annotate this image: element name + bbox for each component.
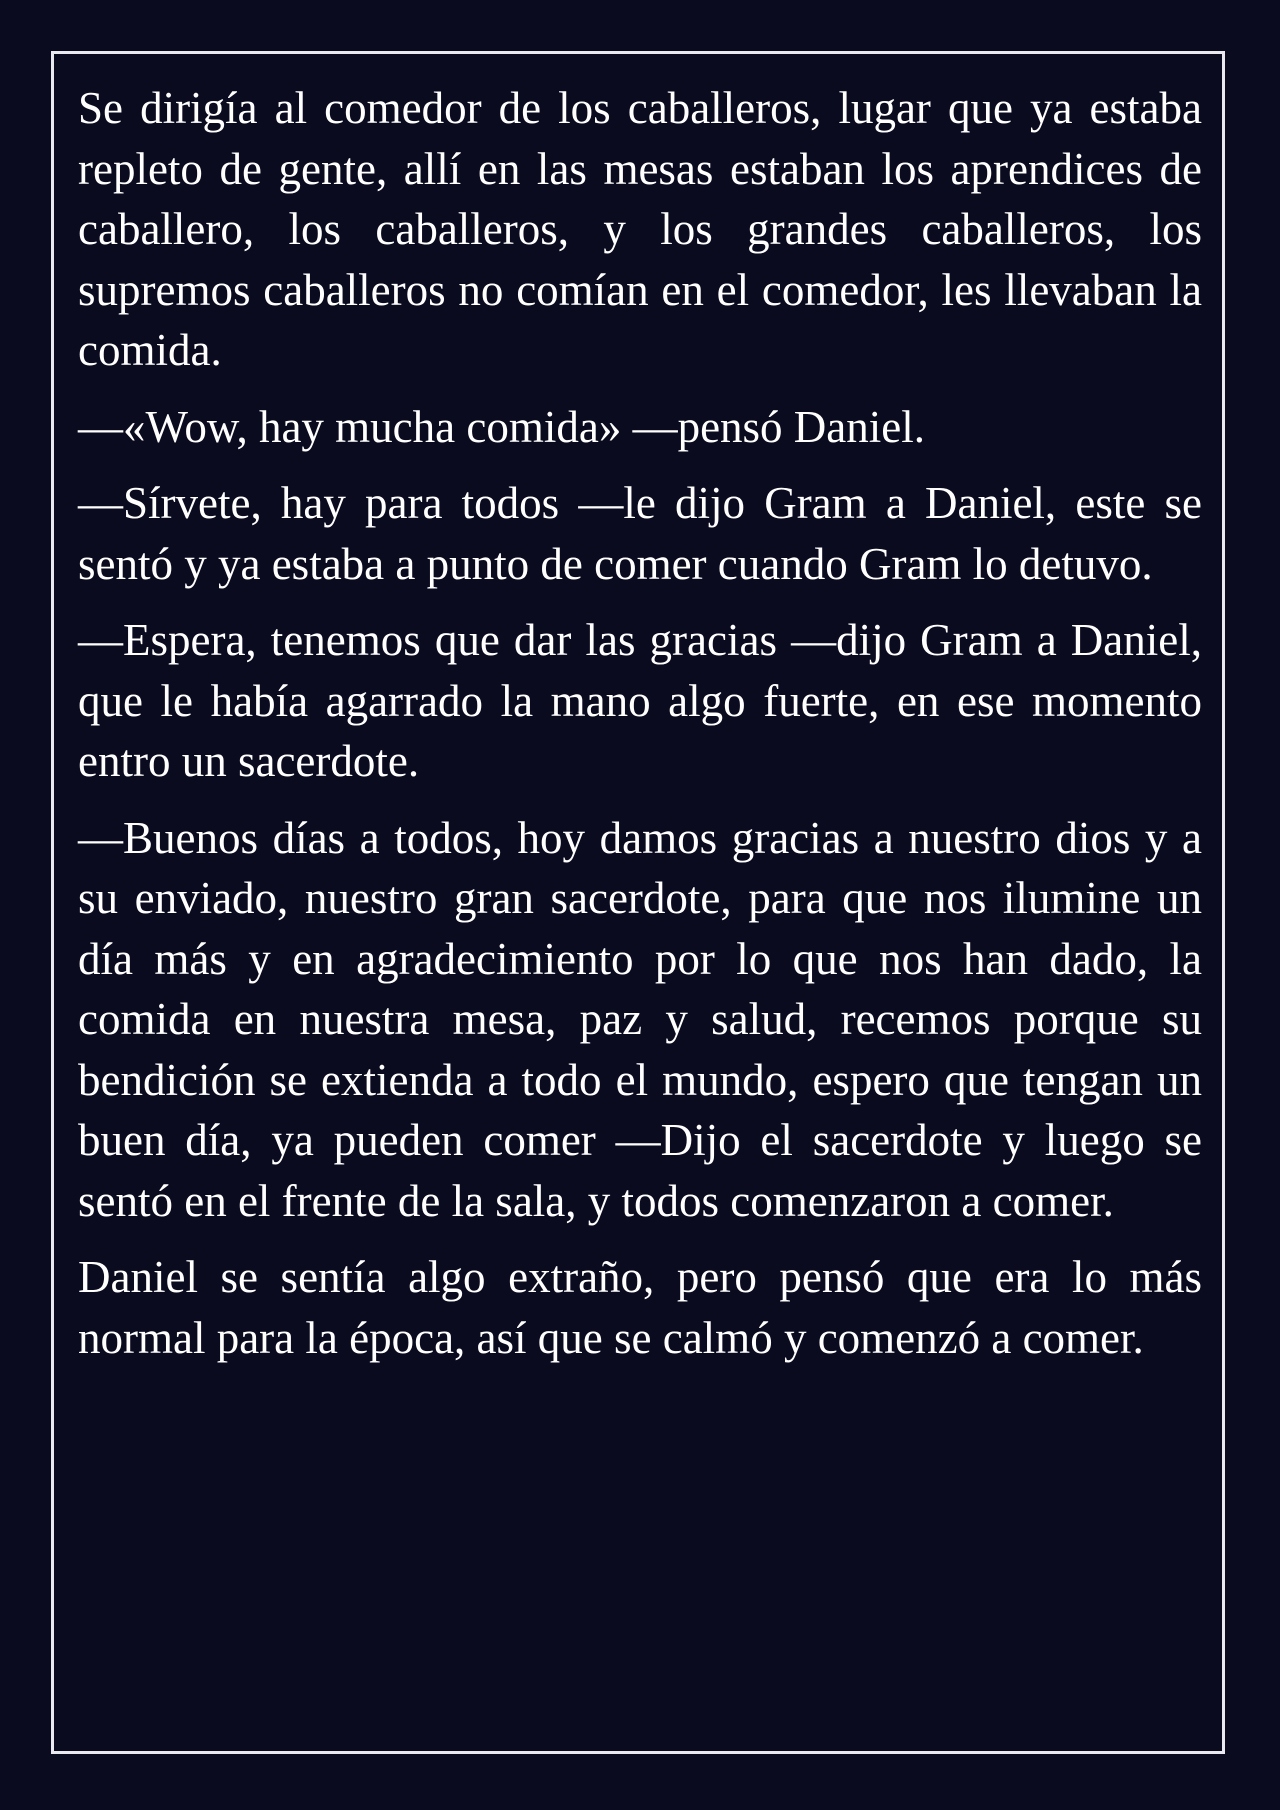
paragraph-6: Daniel se sentía algo extraño, pero pensó que era lo más normal para la época, así que se calmó y comenzó a comer. [78,1252,1202,1363]
paragraph-1: Se dirigía al comedor de los caballeros, lugar que ya estaba repleto de gente, allí en las mesas estaban los aprendices de caballero, los caballeros, y los grandes caballeros, los supremos caballeros no comían en el comedor, les llevaban la comida. [78,83,1202,375]
story-text-block [78,78,1202,1384]
paragraph-5: —Buenos días a todos, hoy damos gracias a nuestro dios y a su enviado, nuestro gran sacerdote, para que nos ilumine un día más y en agradecimiento por lo que nos han dado, la comida en nuestra mesa, paz y salud, recemos porque su bendición se extienda a todo el mundo, espero que tengan un buen día, ya pueden comer —Dijo el sacerdote y luego se sentó en el frente de la sala, y todos comenzaron a comer. [78,812,1202,1226]
paragraph-2: —«Wow, hay mucha comida» —pensó Daniel. [78,401,926,452]
paragraph-4: —Espera, tenemos que dar las gracias —dijo Gram a Daniel, que le había agarrado la mano algo fuerte, en ese momento entro un sacerdote. [78,615,1202,786]
paragraph-3: —Sírvete, hay para todos —le dijo Gram a Daniel, este se sentó y ya estaba a punto de comer cuando Gram lo detuvo. [78,478,1202,589]
